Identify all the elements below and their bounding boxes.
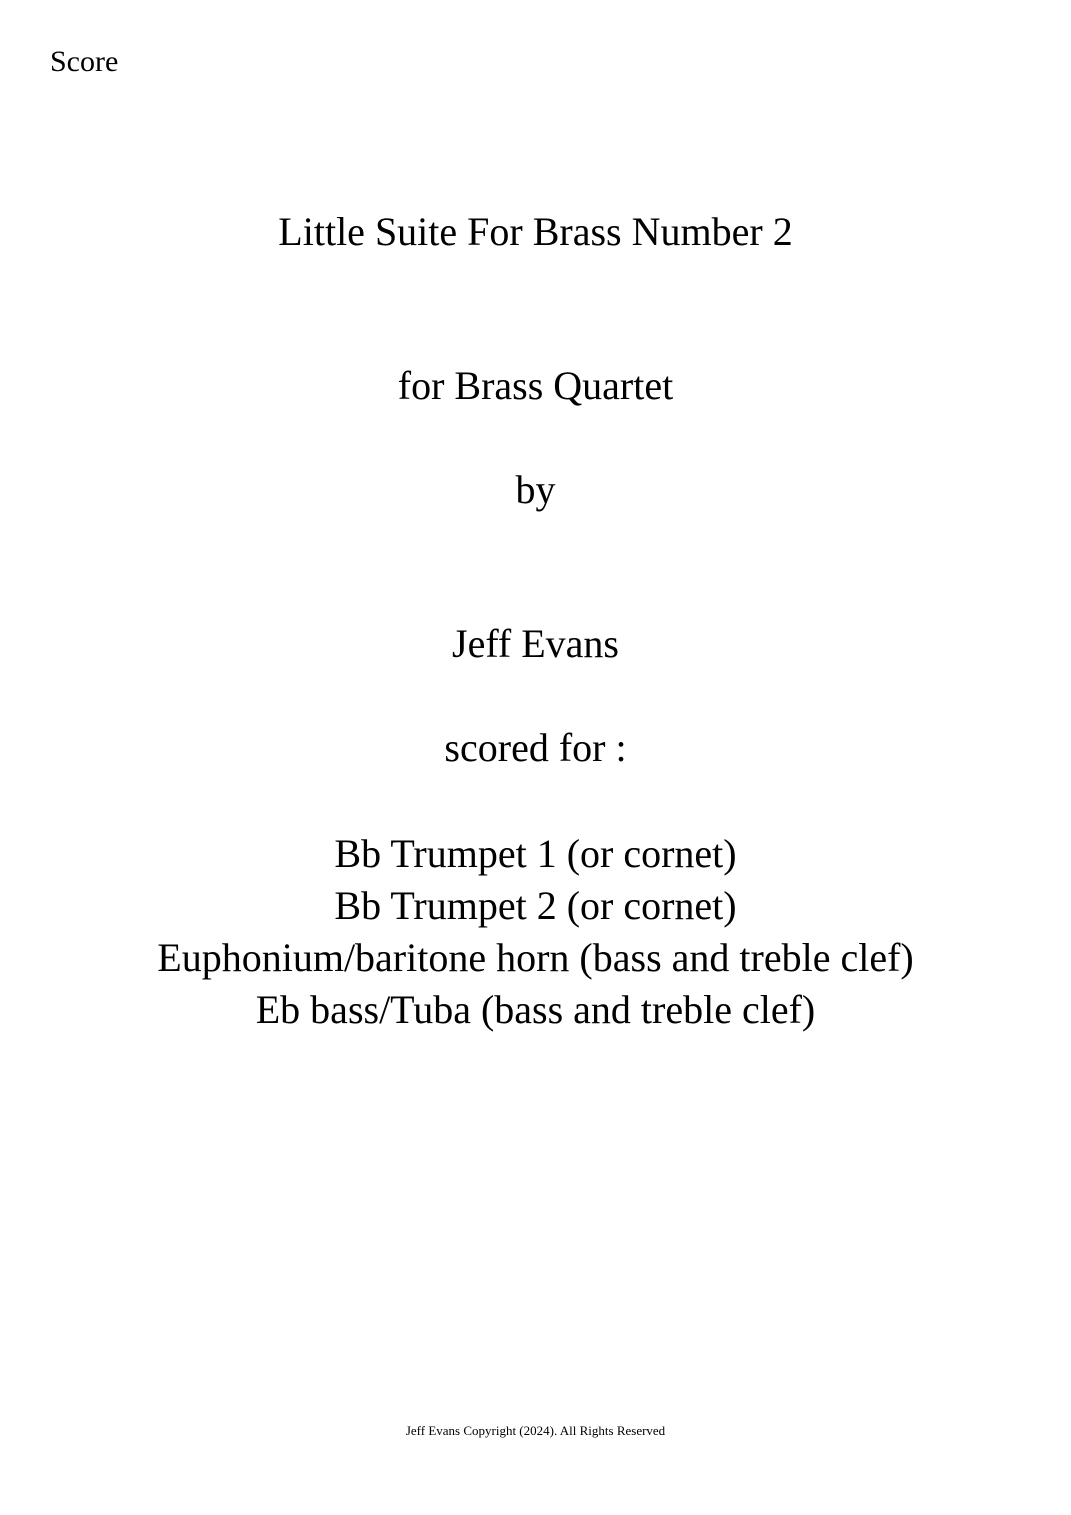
instrument-item: Eb bass/Tuba (bass and treble clef): [255, 987, 816, 1032]
scored-for-label: scored for :: [444, 725, 627, 770]
piece-title: Little Suite For Brass Number 2: [278, 209, 793, 254]
ensemble-subtitle: for Brass Quartet: [397, 363, 674, 408]
instrument-item: Euphonium/baritone horn (bass and treble clef): [157, 935, 914, 980]
instrument-list: [0, 828, 1071, 1036]
copyright-footer: Jeff Evans Copyright (2024). All Rights Reserved: [405, 1423, 666, 1438]
composer-name: Jeff Evans: [452, 621, 619, 666]
instrument-item: Bb Trumpet 1 (or cornet): [334, 831, 737, 876]
instrument-item: Bb Trumpet 2 (or cornet): [334, 883, 737, 928]
score-label: Score: [50, 45, 119, 78]
by-label: by: [515, 467, 556, 512]
